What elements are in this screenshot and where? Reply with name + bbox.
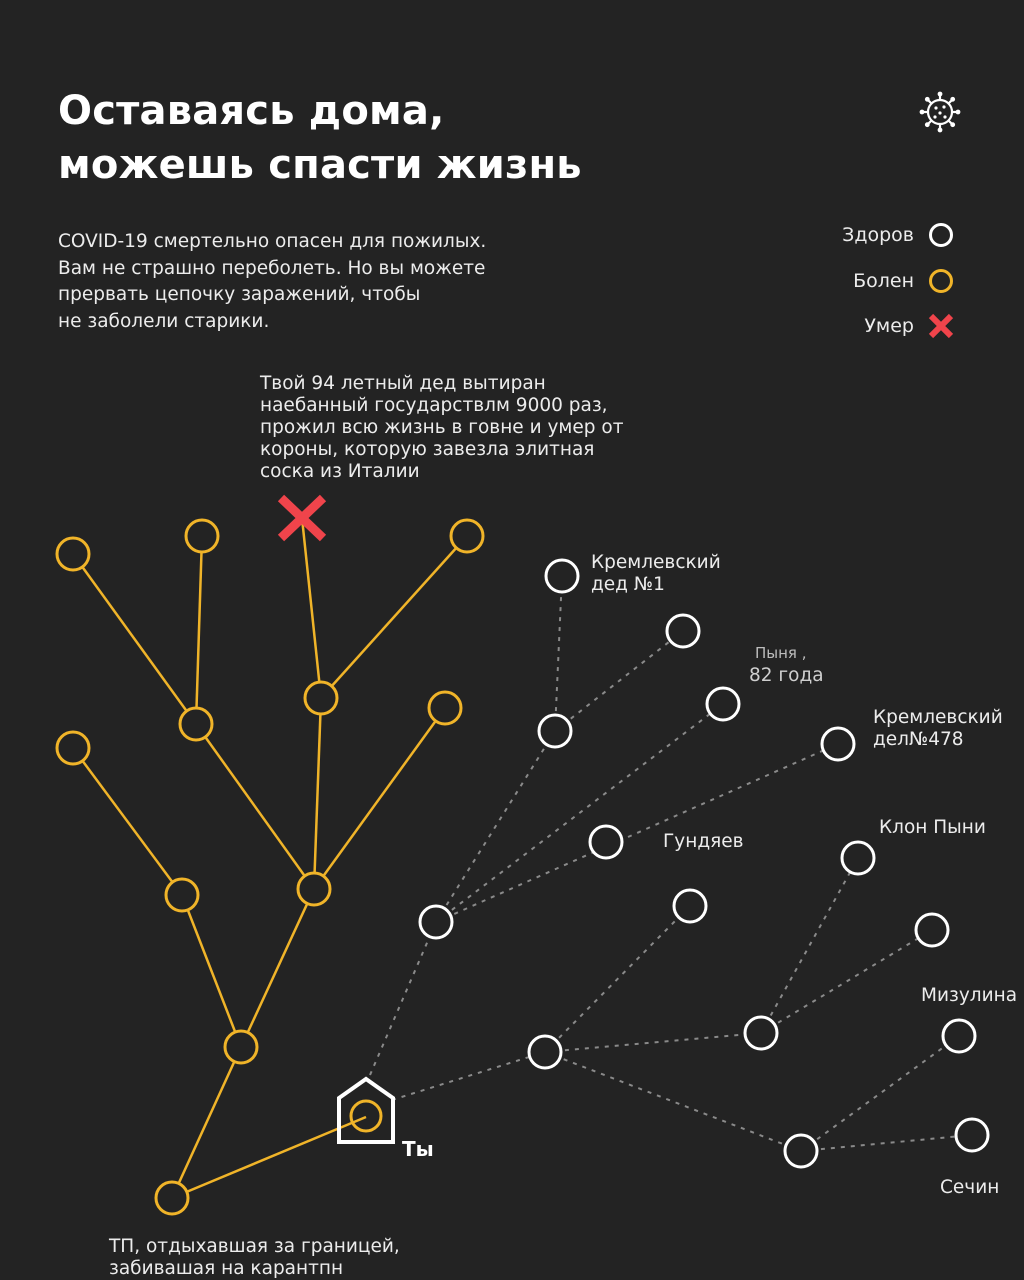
home-icon: [339, 1079, 393, 1142]
label-line: прожил всю жизнь в говне и умер от: [260, 417, 624, 438]
label-line: короны, которую завезла элитная: [260, 439, 595, 460]
healthy-edges: [370, 576, 972, 1151]
title-line: можешь спасти жизнь: [58, 142, 582, 188]
sick-node: [180, 708, 212, 740]
healthy-node: [822, 728, 854, 760]
legend-label: Здоров: [842, 224, 914, 246]
healthy-node: [745, 1017, 777, 1049]
kremlin1-label: [591, 552, 721, 596]
sick-node: [57, 732, 89, 764]
healthy-node: [956, 1119, 988, 1151]
title-line: Оставаясь дома,: [58, 88, 445, 134]
intro-line: COVID-19 смертельно опасен для пожилых.: [58, 231, 487, 252]
label-line: Кремлевский: [873, 707, 1003, 728]
healthy-node: [842, 842, 874, 874]
healthy-node: [667, 615, 699, 647]
klon-label: Клон Пыни: [879, 817, 986, 838]
sick-node: [225, 1031, 257, 1063]
healthy-nodes: [420, 560, 988, 1167]
healthy-node: [546, 560, 578, 592]
healthy-node: [707, 688, 739, 720]
sick-node: [186, 520, 218, 552]
healthy-node: [539, 715, 571, 747]
sick-node: [305, 682, 337, 714]
sick-node: [298, 873, 330, 905]
sick-node: [429, 692, 461, 724]
sick-node: [57, 538, 89, 570]
label-line: Твой 94 летный дед вытиран: [260, 373, 546, 394]
label-line: дед №1: [591, 574, 665, 595]
healthy-node: [529, 1036, 561, 1068]
label-line: забивашая на карантпн: [109, 1258, 344, 1279]
tp-label: [109, 1236, 400, 1280]
kremlin478-label: [873, 707, 1003, 751]
intro-line: не заболели старики.: [58, 310, 270, 332]
healthy-node: [674, 890, 706, 922]
label-line: наебанный государствлм 9000 раз,: [260, 395, 608, 416]
legend-label: Болен: [853, 270, 914, 292]
label-line: дел№478: [873, 729, 964, 750]
sick-node: [451, 520, 483, 552]
sechin-label: Сечин: [940, 1177, 1000, 1198]
healthy-node: [916, 914, 948, 946]
grandpa-label: [260, 373, 623, 483]
label-line: ТП, отдыхавшая за границей,: [109, 1236, 400, 1257]
sick-node: [166, 879, 198, 911]
infected-edges: [73, 518, 467, 1198]
intro-line: Вам не страшно переболеть. Но вы можете: [58, 257, 486, 279]
sick-node: [156, 1182, 188, 1214]
label-line: соска из Италии: [260, 461, 420, 482]
healthy-node: [420, 906, 452, 938]
mizulina-label: Мизулина: [921, 985, 1018, 1006]
gundyaev-label: Гундяев: [663, 831, 744, 852]
healthy-node: [943, 1020, 975, 1052]
dead-cross-icon: [281, 498, 323, 538]
legend-label: Умер: [864, 315, 914, 337]
pynya-age-label: 82 года: [749, 665, 824, 686]
label-line: Кремлевский: [591, 552, 721, 573]
healthy-node: [590, 826, 622, 858]
you-label: Ты: [402, 1137, 434, 1161]
healthy-node: [785, 1135, 817, 1167]
intro-line: прервать цепочку заражений, чтобы: [58, 284, 421, 305]
pynya-name-label: Пыня ,: [755, 644, 807, 662]
infected-nodes: [57, 520, 483, 1214]
